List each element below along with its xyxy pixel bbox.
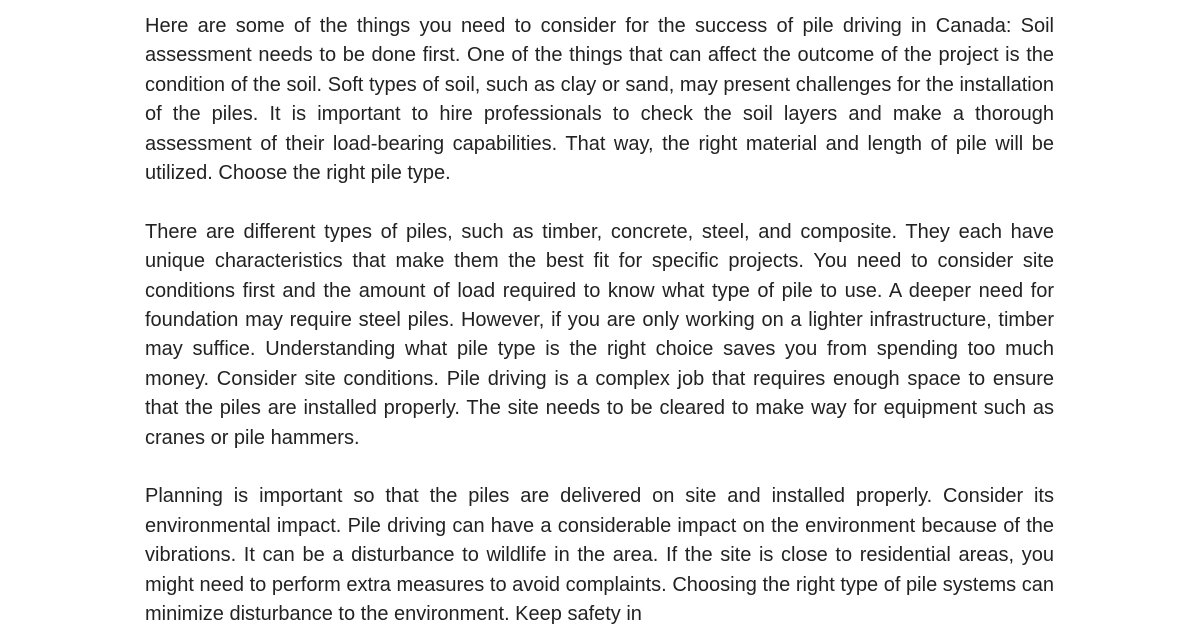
paragraph-pile-types: There are different types of piles, such as timber, concrete, steel, and composite. They each have unique characteristics that make them the best fit for specific projects. You need to consider site conditions first and the amount of load required to know what type of pile to use. A deeper need for foundation may require steel piles. However, if you are only working on a lighter infrastructure, timber may suffice. Understanding what pile type is the right choice saves you from spending too much money. Consider site conditions. Pile driving is a complex job that requires enough space to ensure that the piles are installed properly. The site needs to be cleared to make way for equipment such as cranes or pile hammers. — [145, 220, 1054, 449]
article-body — [145, 12, 1054, 630]
paragraph-environmental-impact: Planning is important so that the piles are delivered on site and installed properly. Consider its environmental impact. Pile driving can have a considerable impact on the environment because of the vibrations. It can be a disturbance to wildlife in the area. If the site is close to residential areas, you might need to perform extra measures to avoid complaints. Choosing the right type of pile systems can minimize disturbance to the environment. Keep safety in — [145, 485, 1054, 626]
paragraph-soil-assessment: Here are some of the things you need to consider for the success of pile driving in Canada: Soil assessment needs to be done first. One of the things that can affect the outcome of the project is the condition of the soil. Soft types of soil, such as clay or sand, may present challenges for the installation of the piles. It is important to hire professionals to check the soil layers and make a thorough assessment of their load-bearing capabilities. That way, the right material and length of pile will be utilized. Choose the right pile type. — [145, 15, 1054, 185]
